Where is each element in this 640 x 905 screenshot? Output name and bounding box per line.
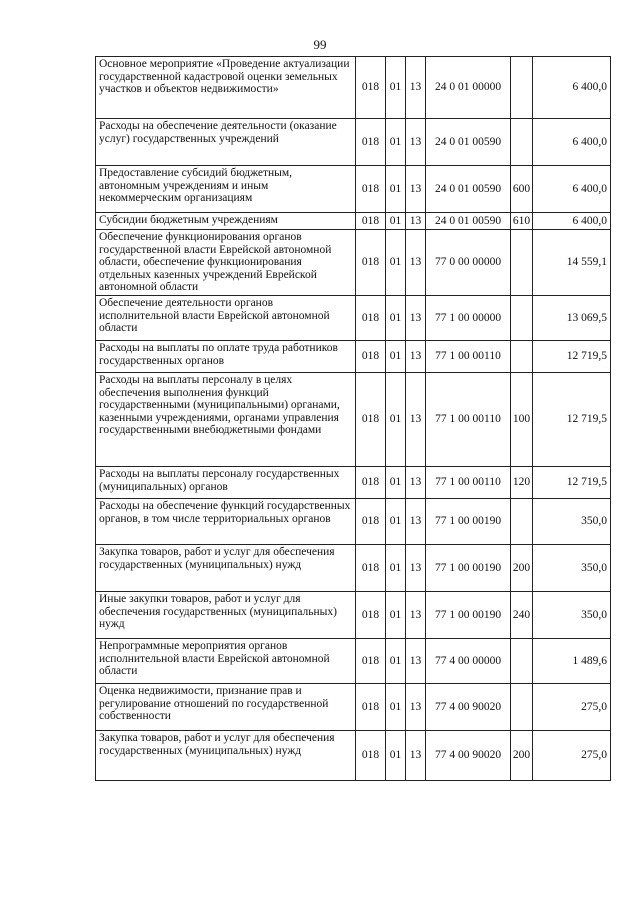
row-name-cell: Иные закупки товаров, работ и услуг для обеспечения государственных (муниципальных) нужд bbox=[96, 592, 356, 639]
section-code-cell: 01 bbox=[386, 373, 406, 467]
amount-cell: 14 559,1 bbox=[533, 230, 611, 296]
section-code-cell: 01 bbox=[386, 230, 406, 296]
amount-cell: 12 719,5 bbox=[533, 467, 611, 499]
section-code-cell: 01 bbox=[386, 166, 406, 213]
ministry-code-cell: 018 bbox=[356, 499, 386, 545]
amount-cell: 275,0 bbox=[533, 731, 611, 781]
amount-cell: 12 719,5 bbox=[533, 341, 611, 373]
row-name-cell: Расходы на выплаты персоналу государственных (муниципальных) органов bbox=[96, 467, 356, 499]
target-article-cell: 77 1 00 00190 bbox=[426, 545, 511, 592]
amount-cell: 6 400,0 bbox=[533, 57, 611, 119]
expense-type-cell bbox=[511, 230, 533, 296]
row-name-cell: Непрограммные мероприятия органов исполнительной власти Еврейской автономной области bbox=[96, 639, 356, 684]
ministry-code-cell: 018 bbox=[356, 592, 386, 639]
expense-type-cell: 100 bbox=[511, 373, 533, 467]
ministry-code-cell: 018 bbox=[356, 230, 386, 296]
table-row bbox=[96, 499, 611, 545]
ministry-code-cell: 018 bbox=[356, 57, 386, 119]
section-code-cell: 01 bbox=[386, 731, 406, 781]
section-code-cell: 01 bbox=[386, 467, 406, 499]
ministry-code-cell: 018 bbox=[356, 119, 386, 166]
amount-cell: 350,0 bbox=[533, 592, 611, 639]
ministry-code-cell: 018 bbox=[356, 166, 386, 213]
target-article-cell: 24 0 01 00590 bbox=[426, 213, 511, 230]
subsection-code-cell: 13 bbox=[406, 545, 426, 592]
amount-cell: 6 400,0 bbox=[533, 166, 611, 213]
expense-type-cell bbox=[511, 684, 533, 731]
page-number: 99 bbox=[313, 37, 327, 52]
row-name-cell: Предоставление субсидий бюджетным, автономным учреждениям и иным некоммерческим организациям bbox=[96, 166, 356, 213]
ministry-code-cell: 018 bbox=[356, 467, 386, 499]
row-name-cell: Субсидии бюджетным учреждениям bbox=[96, 213, 356, 230]
expense-type-cell: 200 bbox=[511, 731, 533, 781]
row-name-cell: Оценка недвижимости, признание прав и регулирование отношений по государственной собственности bbox=[96, 684, 356, 731]
target-article-cell: 77 1 00 00110 bbox=[426, 467, 511, 499]
subsection-code-cell: 13 bbox=[406, 467, 426, 499]
target-article-cell: 77 1 00 00000 bbox=[426, 296, 511, 341]
section-code-cell: 01 bbox=[386, 119, 406, 166]
row-name-cell: Обеспечение функционирования органов государственной власти Еврейской автономной области, обеспечение функционирования отдельных казенных учреждений Еврейской автономной области bbox=[96, 230, 356, 296]
expense-type-cell bbox=[511, 296, 533, 341]
row-name-cell: Закупка товаров, работ и услуг для обеспечения государственных (муниципальных) нужд bbox=[96, 545, 356, 592]
subsection-code-cell: 13 bbox=[406, 296, 426, 341]
table-row bbox=[96, 57, 611, 119]
section-code-cell: 01 bbox=[386, 545, 406, 592]
amount-cell: 12 719,5 bbox=[533, 373, 611, 467]
expense-type-cell: 610 bbox=[511, 213, 533, 230]
target-article-cell: 24 0 01 00000 bbox=[426, 57, 511, 119]
table-row bbox=[96, 467, 611, 499]
ministry-code-cell: 018 bbox=[356, 341, 386, 373]
row-name-cell: Расходы на выплаты по оплате труда работников государственных органов bbox=[96, 341, 356, 373]
expense-type-cell: 600 bbox=[511, 166, 533, 213]
expense-type-cell bbox=[511, 639, 533, 684]
subsection-code-cell: 13 bbox=[406, 341, 426, 373]
amount-cell: 350,0 bbox=[533, 499, 611, 545]
amount-cell: 6 400,0 bbox=[533, 213, 611, 230]
subsection-code-cell: 13 bbox=[406, 499, 426, 545]
row-name-cell: Основное мероприятие «Проведение актуализации государственной кадастровой оценки земельных участков и объектов недвижимости» bbox=[96, 57, 356, 119]
subsection-code-cell: 13 bbox=[406, 230, 426, 296]
table-row bbox=[96, 545, 611, 592]
table-row bbox=[96, 166, 611, 213]
amount-cell: 350,0 bbox=[533, 545, 611, 592]
target-article-cell: 77 0 00 00000 bbox=[426, 230, 511, 296]
table-row bbox=[96, 296, 611, 341]
table-row bbox=[96, 639, 611, 684]
row-name-cell: Расходы на обеспечение деятельности (оказание услуг) государственных учреждений bbox=[96, 119, 356, 166]
table-row bbox=[96, 684, 611, 731]
section-code-cell: 01 bbox=[386, 639, 406, 684]
section-code-cell: 01 bbox=[386, 296, 406, 341]
ministry-code-cell: 018 bbox=[356, 213, 386, 230]
target-article-cell: 77 4 00 00000 bbox=[426, 639, 511, 684]
section-code-cell: 01 bbox=[386, 213, 406, 230]
subsection-code-cell: 13 bbox=[406, 57, 426, 119]
subsection-code-cell: 13 bbox=[406, 373, 426, 467]
subsection-code-cell: 13 bbox=[406, 166, 426, 213]
target-article-cell: 77 1 00 00190 bbox=[426, 592, 511, 639]
target-article-cell: 77 1 00 00110 bbox=[426, 341, 511, 373]
expense-type-cell: 240 bbox=[511, 592, 533, 639]
expense-type-cell bbox=[511, 341, 533, 373]
section-code-cell: 01 bbox=[386, 499, 406, 545]
subsection-code-cell: 13 bbox=[406, 731, 426, 781]
ministry-code-cell: 018 bbox=[356, 296, 386, 341]
target-article-cell: 77 4 00 90020 bbox=[426, 731, 511, 781]
row-name-cell: Расходы на обеспечение функций государственных органов, в том числе территориальных органов bbox=[96, 499, 356, 545]
table-row bbox=[96, 230, 611, 296]
amount-cell: 1 489,6 bbox=[533, 639, 611, 684]
subsection-code-cell: 13 bbox=[406, 119, 426, 166]
target-article-cell: 24 0 01 00590 bbox=[426, 119, 511, 166]
table-row bbox=[96, 592, 611, 639]
amount-cell: 275,0 bbox=[533, 684, 611, 731]
section-code-cell: 01 bbox=[386, 57, 406, 119]
row-name-cell: Расходы на выплаты персоналу в целях обеспечения выполнения функций государственными (муниципальными) органами, казенными учреждениями, органами управления государственными внебюджетными фондами bbox=[96, 373, 356, 467]
ministry-code-cell: 018 bbox=[356, 545, 386, 592]
expense-type-cell bbox=[511, 119, 533, 166]
table-row bbox=[96, 373, 611, 467]
row-name-cell: Закупка товаров, работ и услуг для обеспечения государственных (муниципальных) нужд bbox=[96, 731, 356, 781]
expense-type-cell bbox=[511, 57, 533, 119]
target-article-cell: 77 4 00 90020 bbox=[426, 684, 511, 731]
expense-type-cell bbox=[511, 499, 533, 545]
subsection-code-cell: 13 bbox=[406, 639, 426, 684]
budget-table bbox=[95, 56, 611, 781]
ministry-code-cell: 018 bbox=[356, 373, 386, 467]
table-row bbox=[96, 341, 611, 373]
table-row bbox=[96, 731, 611, 781]
target-article-cell: 77 1 00 00190 bbox=[426, 499, 511, 545]
subsection-code-cell: 13 bbox=[406, 213, 426, 230]
table-row bbox=[96, 119, 611, 166]
section-code-cell: 01 bbox=[386, 341, 406, 373]
subsection-code-cell: 13 bbox=[406, 592, 426, 639]
amount-cell: 6 400,0 bbox=[533, 119, 611, 166]
ministry-code-cell: 018 bbox=[356, 684, 386, 731]
expense-type-cell: 120 bbox=[511, 467, 533, 499]
ministry-code-cell: 018 bbox=[356, 731, 386, 781]
section-code-cell: 01 bbox=[386, 592, 406, 639]
ministry-code-cell: 018 bbox=[356, 639, 386, 684]
target-article-cell: 24 0 01 00590 bbox=[426, 166, 511, 213]
subsection-code-cell: 13 bbox=[406, 684, 426, 731]
target-article-cell: 77 1 00 00110 bbox=[426, 373, 511, 467]
expense-type-cell: 200 bbox=[511, 545, 533, 592]
amount-cell: 13 069,5 bbox=[533, 296, 611, 341]
row-name-cell: Обеспечение деятельности органов исполнительной власти Еврейской автономной области bbox=[96, 296, 356, 341]
section-code-cell: 01 bbox=[386, 684, 406, 731]
table-row bbox=[96, 213, 611, 230]
